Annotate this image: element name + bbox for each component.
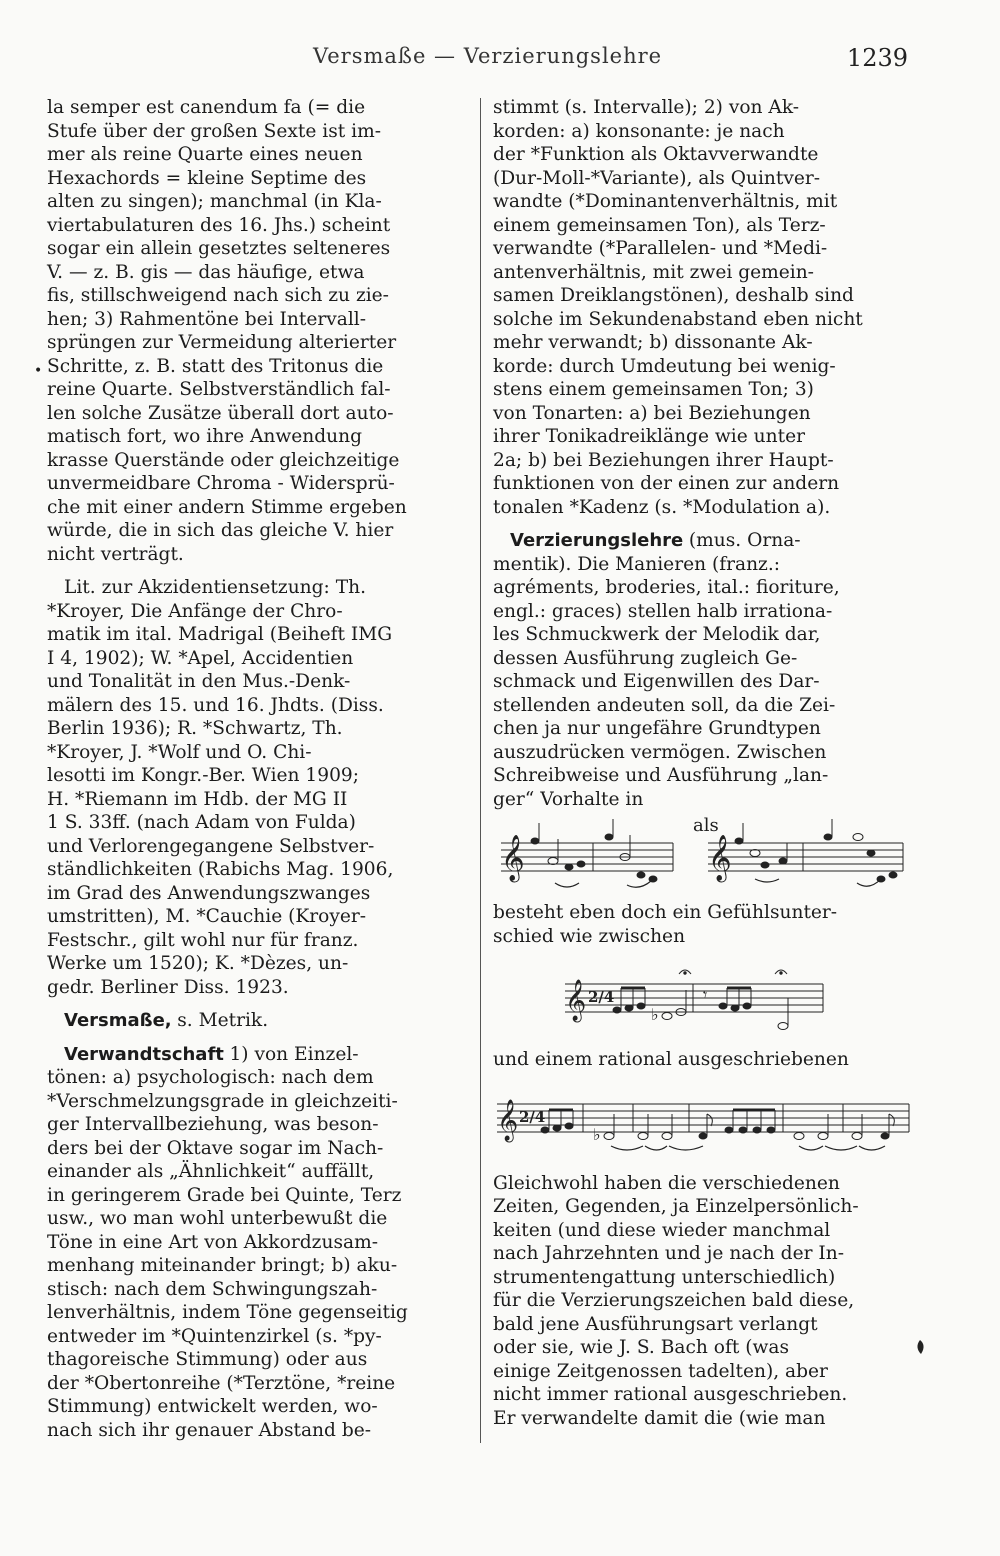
literature-section	[47, 576, 468, 999]
text-line: stisch: nach dem Schwingungszah-	[47, 1278, 378, 1300]
text-line: verwandte (*Parallelen- und *Medi-	[493, 238, 828, 259]
text-line: umstritten), M. *Cauchie (Kroyer-	[47, 906, 367, 927]
text-line: Lit. zur Akzidentiensetzung: Th.	[64, 577, 367, 598]
text-line: Hexachords = kleine Septime des	[47, 167, 367, 189]
text-line: oder sie, wie J. S. Bach oft (was	[493, 1337, 790, 1358]
entry-verwandtschaft	[47, 1043, 468, 1443]
headword-verwandtschaft: Verwandtschaft	[64, 1043, 224, 1065]
treble-clef-icon: 𝄞	[708, 835, 732, 881]
text-line: Berlin 1936); R. *Schwartz, Th.	[47, 718, 343, 739]
ink-blot	[916, 1340, 925, 1354]
text-line: matik im ital. Madrigal (Beiheft IMG	[47, 624, 393, 645]
text-line: schmack und Eigenwillen des Dar-	[493, 671, 820, 692]
text-line: H. *Riemann im Hdb. der MG II	[47, 788, 348, 810]
text-line: viertabulaturen des 16. Jhs.) scheint	[47, 214, 391, 236]
headword-versmasse: Versmaße,	[64, 1010, 172, 1031]
text-line: solche im Sekundenabstand eben nicht	[493, 308, 863, 330]
text-line: (Dur-Moll-*Variante), als Quintver-	[493, 167, 821, 189]
cross-reference: s. Metrik.	[177, 1010, 269, 1031]
time-signature: 2/4	[519, 1107, 546, 1126]
text-line: bald jene Ausführungsart verlangt	[493, 1313, 818, 1335]
text-line: mer als reine Quarte eines neuen	[47, 144, 363, 165]
text-line: und Tonalität in den Mus.-Denk-	[47, 671, 351, 692]
text-line: nach sich ihr genauer Abstand be-	[47, 1419, 372, 1441]
column-divider	[480, 98, 481, 1443]
music-example-3-notation	[493, 1074, 913, 1166]
text-line: korden: a) konsonante: je nach	[493, 120, 785, 142]
text-line: nicht verträgt.	[47, 543, 184, 565]
text-line: menhang miteinander bringt; b) aku-	[47, 1255, 398, 1276]
text-line: alten zu singen); manchmal (in Kla-	[47, 191, 382, 212]
text-line: thagoreische Stimmung) oder aus	[47, 1349, 368, 1370]
music-example-1-notation	[493, 813, 913, 895]
text-line: Stufe über der großen Sexte ist im-	[47, 120, 382, 142]
text-line: sogar ein allein gesetztes selteneres	[47, 238, 391, 259]
right-column	[493, 96, 913, 1430]
music-example-3	[493, 1074, 913, 1166]
text-line: krasse Querstände oder gleichzeitige	[47, 449, 400, 471]
text-line: matisch fort, wo ihre Anwendung	[47, 426, 363, 447]
text-line: unvermeidbare Chroma - Widersprü-	[47, 473, 395, 494]
text-line: Zeiten, Gegenden, ja Einzelpersönlich-	[493, 1196, 859, 1217]
text-line: stens einem gemeinsamen Ton; 3)	[493, 379, 814, 400]
text-line: strumentengattung unterschiedlich)	[493, 1266, 836, 1288]
text-line: korde: durch Umdeutung bei wenig-	[493, 355, 836, 377]
text-line: lenverhältnis, indem Töne gegenseitig	[47, 1302, 408, 1323]
music-example-2-notation	[493, 950, 913, 1042]
example-label-als: als	[693, 815, 719, 836]
text-line: gedr. Berliner Diss. 1923.	[47, 976, 289, 998]
text-line: engl.: graces) stellen halb irrationa-	[493, 600, 833, 622]
text-line: funktionen von der einen zur andern	[493, 473, 840, 494]
text-line: Verzierungslehre (mus. Orna-	[510, 530, 801, 551]
text-line: les Schmuckwerk der Melodik dar,	[493, 624, 821, 645]
text-line: Festschr., gilt wohl nur für franz.	[47, 929, 359, 951]
text-line: dessen Ausführung zugleich Ge-	[493, 647, 798, 669]
text-line: ger“ Vorhalte in	[493, 788, 644, 810]
text-line: chen ja nur ungefähre Grundtypen	[493, 718, 821, 739]
text-line: und Verlorengegangene Selbstver-	[47, 835, 375, 857]
text-line: lesotti im Kongr.-Ber. Wien 1909;	[47, 765, 360, 786]
text-line: entweder im *Quintenzirkel (s. *py-	[47, 1325, 382, 1347]
text-line: schied wie zwischen	[493, 925, 686, 947]
entry-verzierungslehre	[493, 529, 913, 811]
text-line: einander als „Ähnlichkeit“ auffällt,	[47, 1161, 375, 1182]
text-line: für die Verzierungszeichen bald diese,	[493, 1290, 855, 1311]
text-line: I 4, 1902); W. *Apel, Accidentien	[47, 647, 354, 669]
text-line: einige Zeitgenossen tadelten), aber	[493, 1360, 828, 1382]
treble-clef-icon: 𝄞	[501, 835, 525, 881]
svg-text:♭: ♭	[593, 1124, 601, 1144]
text-line: im Grad des Anwendungszwanges	[47, 882, 371, 904]
text-line: der *Funktion als Oktavverwandte	[493, 144, 819, 165]
margin-mark: •	[34, 363, 43, 379]
text-line: auszudrücken vermögen. Zwischen	[493, 741, 827, 763]
text-line: Werke um 1520); K. *Dèzes, un-	[47, 953, 349, 974]
text-line: Gleichwohl haben die verschiedenen	[493, 1172, 840, 1194]
text-line: *Kroyer, J. *Wolf und O. Chi-	[47, 741, 312, 763]
text-line: antenverhältnis, mit zwei gemein-	[493, 261, 814, 283]
text-line: der *Obertonreihe (*Terztöne, *reine	[47, 1372, 396, 1394]
time-signature: 2/4	[588, 988, 615, 1006]
svg-text:𝄾: 𝄾	[703, 985, 708, 1004]
music-example-2	[493, 950, 913, 1042]
headword-verzierungslehre: Verzierungslehre	[510, 530, 684, 551]
text-line: tönen: a) psychologisch: nach dem	[47, 1067, 374, 1088]
text-line: 1 S. 33ff. (nach Adam von Fulda)	[47, 812, 356, 833]
treble-clef-icon: 𝄞	[565, 980, 587, 1021]
text-line: tonalen *Kadenz (s. *Modulation a).	[493, 496, 831, 518]
text-line: ihrer Tonikadreiklänge wie unter	[493, 426, 805, 447]
text-line: Verwandtschaft 1) von Einzel-	[64, 1043, 359, 1065]
text-line: che mit einer andern Stimme ergeben	[47, 496, 407, 518]
text-line: Er verwandelte damit die (wie man	[493, 1407, 826, 1429]
paragraph-gleichwohl	[493, 1172, 913, 1431]
text-line: besteht eben doch ein Gefühlsunter-	[493, 902, 838, 923]
text-line: ders bei der Oktave sogar im Nach-	[47, 1137, 384, 1159]
text-line: hen; 3) Rahmentöne bei Intervall-	[47, 308, 366, 330]
svg-text:♭: ♭	[651, 1005, 659, 1024]
paragraph-akkorde	[493, 96, 913, 519]
text-line: mehr verwandt; b) dissonante Ak-	[493, 332, 813, 353]
text-line: la semper est canendum fa (= die	[47, 97, 366, 118]
text-line: wandte (*Dominantenverhältnis, mit	[493, 191, 838, 212]
text-line: in geringerem Grade bei Quinte, Terz	[47, 1184, 402, 1206]
paragraph-gefuehlsunterschied	[493, 901, 913, 948]
text-line: samen Dreiklangstönen), deshalb sind	[493, 285, 854, 306]
text-line: stellenden andeuten soll, da die Zei-	[493, 694, 836, 716]
text-line: nach Jahrzehnten und je nach der In-	[493, 1243, 844, 1264]
text-line: ständlichkeiten (Rabichs Mag. 1906,	[47, 859, 394, 880]
text-line: mentik). Die Manieren (franz.:	[493, 553, 781, 575]
text-line: *Verschmelzungsgrade in gleichzeiti-	[47, 1090, 398, 1112]
paragraph-akzidentien	[47, 96, 468, 566]
page-header	[0, 40, 1000, 80]
text-line: nicht immer rational ausgeschrieben.	[493, 1384, 848, 1405]
text-line: einem gemeinsamen Ton), als Terz-	[493, 214, 826, 236]
text-line: Schritte, z. B. statt des Tritonus die	[47, 355, 384, 377]
text-line: agréments, broderies, ital.: fioriture,	[493, 577, 840, 598]
text-line: Töne in eine Art von Akkordzusam-	[47, 1231, 378, 1253]
text-line: ger Intervallbeziehung, was beson-	[47, 1114, 379, 1135]
text-line: usw., wo man wohl unterbewußt die	[47, 1208, 388, 1229]
running-title: Versmaße — Verzierungslehre	[313, 44, 663, 68]
text-line: *Kroyer, Die Anfänge der Chro-	[47, 600, 343, 622]
text-line: stimmt (s. Intervalle); 2) von Ak-	[493, 97, 800, 118]
entry-versmasse	[47, 1009, 468, 1033]
music-example-1	[493, 813, 913, 895]
text-line: V. — z. B. gis — das häufige, etwa	[47, 261, 365, 283]
text-line: Schreibweise und Ausführung „lan-	[493, 765, 829, 786]
text-line: keiten (und diese wieder manchmal	[493, 1219, 831, 1241]
text-line: von Tonarten: a) bei Beziehungen	[493, 402, 811, 424]
text-line: fis, stillschweigend nach sich zu zie-	[47, 285, 389, 306]
text-line: 2a; b) bei Beziehungen ihrer Haupt-	[493, 449, 834, 471]
text-line: sprüngen zur Vermeidung alterierter	[47, 332, 397, 353]
page-number: 1239	[846, 44, 908, 72]
text-line: und einem rational ausgeschriebenen	[493, 1049, 849, 1070]
text-line: len solche Zusätze überall dort auto-	[47, 402, 394, 424]
text-line: würde, die in sich das gleiche V. hier	[47, 520, 394, 541]
left-column	[47, 96, 468, 1442]
text-line: mälern des 15. und 16. Jhdts. (Diss.	[47, 694, 384, 716]
text-line: reine Quarte. Selbstverständlich fal-	[47, 379, 391, 400]
treble-clef-icon: 𝄞	[497, 1099, 519, 1141]
text-line: Stimmung) entwickelt werden, wo-	[47, 1396, 378, 1417]
